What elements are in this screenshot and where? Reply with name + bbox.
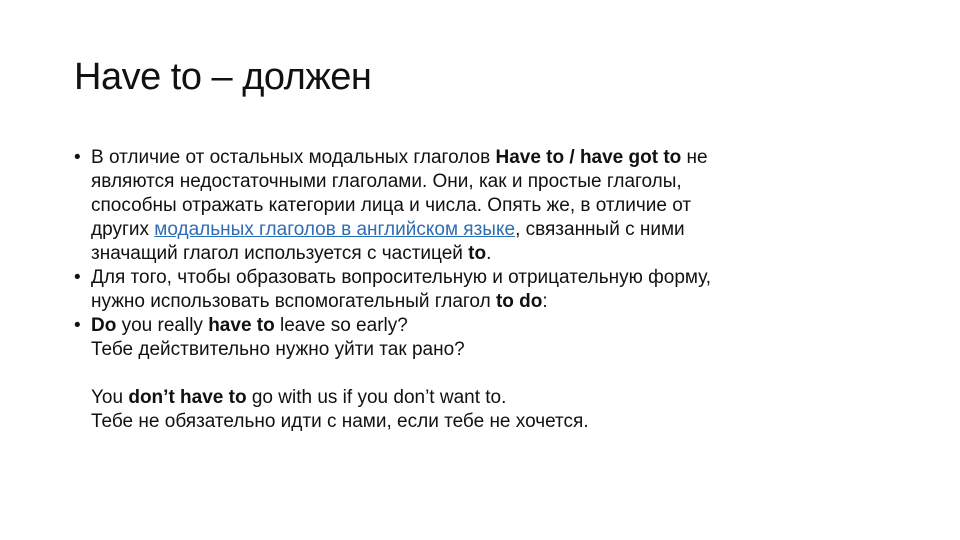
bullet-icon: • bbox=[74, 147, 81, 168]
text-run: You bbox=[91, 387, 129, 408]
example-block bbox=[74, 386, 894, 434]
bullet-item-2 bbox=[74, 266, 894, 314]
text-line: Тебе действительно нужно уйти так рано? bbox=[91, 339, 465, 360]
text-line: Тебе не обязательно идти с нами, если тебе не хочется. bbox=[91, 411, 589, 432]
bullet-item-3 bbox=[74, 314, 894, 362]
text-run: других bbox=[91, 219, 155, 240]
text-run: : bbox=[542, 291, 548, 312]
slide-title: Have to – должен bbox=[74, 56, 372, 98]
text-line bbox=[91, 218, 894, 242]
bold-text: to do bbox=[495, 291, 543, 312]
text-run: В отличие от остальных модальных глаголов bbox=[91, 147, 496, 168]
text-line bbox=[91, 290, 894, 314]
bullet-text-1 bbox=[91, 146, 894, 266]
text-run: you really bbox=[116, 315, 209, 336]
text-line: Для того, чтобы образовать вопросительную и отрицательную форму, bbox=[91, 267, 712, 288]
bold-text: Have to / have got to bbox=[495, 147, 682, 168]
text-line bbox=[91, 242, 894, 266]
text-line bbox=[91, 386, 894, 410]
text-line: способны отражать категории лица и числа. Опять же, в отличие от bbox=[91, 195, 692, 216]
bold-text: have to bbox=[208, 315, 275, 336]
text-run: значащий глагол используется с частицей bbox=[91, 243, 469, 264]
bullet-icon: • bbox=[74, 267, 81, 288]
text-run: , связанный с ними bbox=[515, 219, 685, 240]
spacer bbox=[74, 362, 894, 386]
bullet-item-1 bbox=[74, 146, 894, 266]
bullet-text-2 bbox=[91, 266, 894, 314]
bold-text: don’t have to bbox=[128, 387, 247, 408]
bold-text: to bbox=[468, 243, 487, 264]
bullet-icon: • bbox=[74, 315, 81, 336]
text-run: нужно использовать вспомогательный глагол bbox=[91, 291, 496, 312]
text-line: являются недостаточными глаголами. Они, как и простые глаголы, bbox=[91, 171, 682, 192]
text-run: . bbox=[486, 243, 492, 264]
bullet-text-3 bbox=[91, 314, 894, 362]
text-run: не bbox=[681, 147, 708, 168]
text-run: leave so early? bbox=[274, 315, 408, 336]
text-line bbox=[91, 314, 894, 338]
modal-verbs-link[interactable]: модальных глаголов в английском языке bbox=[154, 219, 516, 240]
text-line bbox=[91, 146, 894, 170]
bold-text: Do bbox=[91, 315, 117, 336]
slide-content bbox=[74, 146, 894, 434]
text-run: go with us if you don’t want to. bbox=[246, 387, 507, 408]
